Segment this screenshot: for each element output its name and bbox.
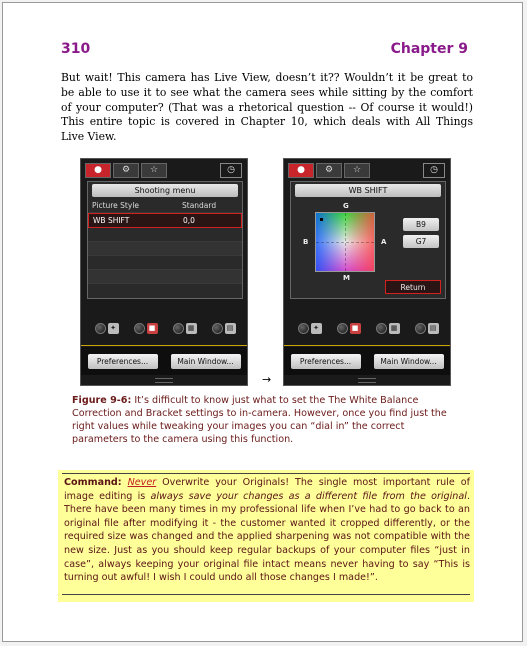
dial-icon[interactable]	[173, 323, 184, 334]
tab-strip	[288, 163, 370, 178]
row-label: Picture Style	[92, 201, 140, 210]
wand-icon[interactable]: ✦	[311, 323, 322, 334]
wb-pane	[290, 181, 446, 299]
wand-icon[interactable]: ✦	[108, 323, 119, 334]
note-part: Overwrite your Originals! The single most important rule of image editing is	[64, 477, 470, 502]
dial-icon[interactable]	[415, 323, 426, 334]
row-value: Standard	[182, 201, 217, 210]
empty-row	[88, 242, 242, 256]
page-number: 310	[61, 41, 91, 57]
figure-caption	[72, 394, 460, 446]
wb-value-b[interactable]: B9	[403, 218, 439, 231]
timer-icon[interactable]: ◷	[220, 163, 242, 178]
star-icon[interactable]: ☆	[141, 163, 167, 178]
tools-icon[interactable]: ⚙	[316, 163, 342, 178]
menu-row-selected[interactable]	[88, 213, 242, 228]
image-icon[interactable]: ■	[350, 323, 361, 334]
tool-row	[290, 319, 446, 337]
grid-icon[interactable]: ▦	[186, 323, 197, 334]
never-word: Never	[127, 477, 157, 488]
folder-icon[interactable]: ▤	[225, 323, 236, 334]
preferences-button[interactable]: Preferences...	[291, 354, 361, 369]
tab-strip	[85, 163, 167, 178]
star-icon[interactable]: ☆	[344, 163, 370, 178]
dial-icon[interactable]	[376, 323, 387, 334]
chapter-title: Chapter 9	[390, 41, 468, 57]
empty-row	[88, 256, 242, 270]
resize-grip[interactable]	[358, 378, 376, 383]
button-bar	[284, 347, 450, 375]
note-rule	[62, 473, 470, 474]
command-note	[58, 470, 474, 602]
image-icon[interactable]: ■	[147, 323, 158, 334]
note-emphasis: always save your changes as a different file from the original	[150, 490, 467, 502]
tools-icon[interactable]: ⚙	[113, 163, 139, 178]
wb-color-grid[interactable]	[315, 212, 375, 272]
menu-title: WB SHIFT	[295, 184, 441, 197]
body-paragraph: But wait! This camera has Live View, doesn’t it?? Wouldn’t it be great to be able to use it to see what the camera sees while sitting by the comfort of your computer? (That was a rhetorical question -- Of course it would!) This entire topic is covered in Chapter 10, which deals with All Things Live View.	[61, 71, 473, 144]
caption-text: It’s difficult to know just what to set the The White Balance Correction and Bracket settings to in-camera. However, once you find just the right values while tweaking your images you can “dial in” the correct parameters to the camera using this function.	[72, 395, 447, 445]
menu-title: Shooting menu	[92, 184, 238, 197]
axis-label-bottom: M	[343, 274, 350, 282]
dial-icon[interactable]	[298, 323, 309, 334]
note-text	[64, 476, 470, 585]
row-label: WB SHIFT	[93, 216, 130, 225]
note-part: . There have been many times in my professional life when I’ve had to go back to an original file after modifying it - the customer wanted it cropped differently, or the required size was changed and the applied sharpening was not compatible with the new size. Just as you should keep regular backups of your computer files “just in case”, always keeping your original file intact means never having to say “This is turning out awful! I wish I could undo all those changes I made!”.	[64, 490, 470, 584]
resize-grip[interactable]	[155, 378, 173, 383]
wb-value-g[interactable]: G7	[403, 235, 439, 248]
wb-shift-screenshot	[283, 158, 451, 386]
empty-row	[88, 228, 242, 242]
shooting-menu-screenshot	[80, 158, 248, 386]
dial-icon[interactable]	[134, 323, 145, 334]
axis-label-top: G	[343, 202, 349, 210]
main-window-button[interactable]: Main Window...	[374, 354, 444, 369]
dial-icon[interactable]	[95, 323, 106, 334]
axis-label-left: B	[303, 238, 309, 246]
main-window-button[interactable]: Main Window...	[171, 354, 241, 369]
return-button[interactable]: Return	[385, 280, 441, 294]
timer-icon[interactable]: ◷	[423, 163, 445, 178]
camera-icon[interactable]: ●	[85, 163, 111, 178]
tool-row	[87, 319, 243, 337]
preferences-button[interactable]: Preferences...	[88, 354, 158, 369]
grid-icon[interactable]: ▦	[389, 323, 400, 334]
axis-label-right: A	[381, 238, 387, 246]
dial-icon[interactable]	[212, 323, 223, 334]
dial-icon[interactable]	[337, 323, 348, 334]
empty-row	[88, 270, 242, 284]
folder-icon[interactable]: ▤	[428, 323, 439, 334]
menu-row[interactable]	[88, 199, 242, 213]
wb-cursor[interactable]	[320, 218, 323, 221]
divider	[284, 345, 450, 346]
divider	[81, 345, 247, 346]
note-label: Command:	[64, 477, 122, 488]
figure-label: Figure 9-6:	[72, 395, 132, 406]
row-value: 0,0	[183, 216, 195, 225]
button-bar	[81, 347, 247, 375]
arrow: →	[262, 373, 272, 386]
camera-icon[interactable]: ●	[288, 163, 314, 178]
note-rule	[62, 594, 470, 595]
menu-pane	[87, 181, 243, 299]
